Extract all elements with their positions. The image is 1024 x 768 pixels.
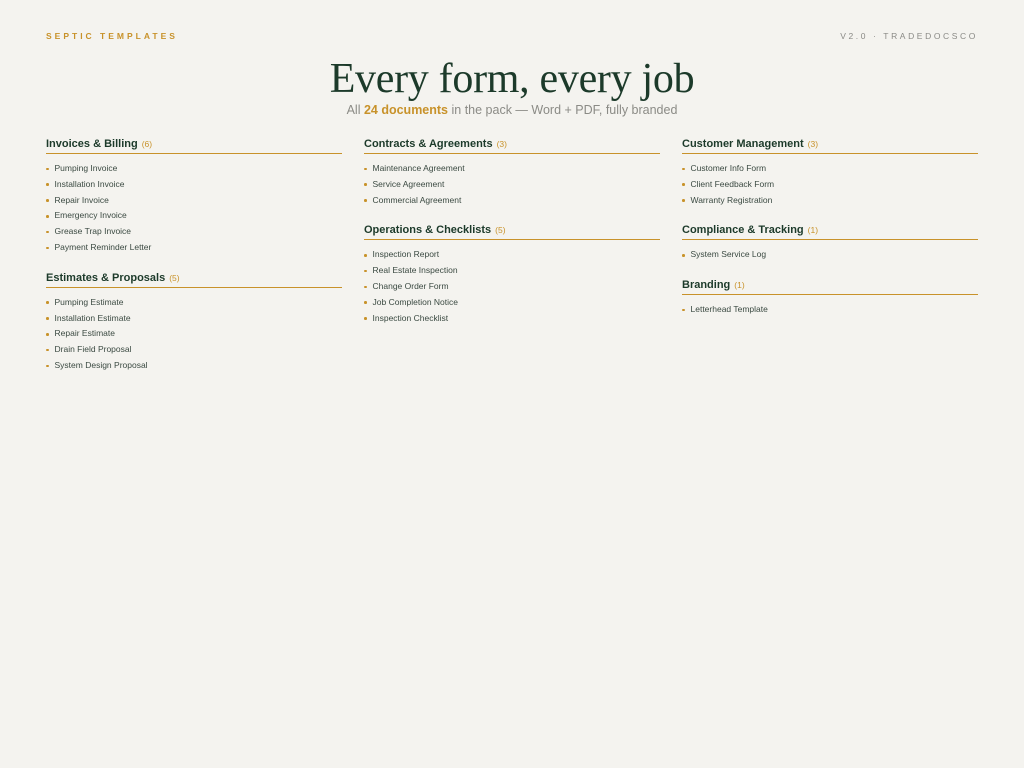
document-item <box>682 193 978 209</box>
category-section <box>364 224 660 326</box>
bullet-dot-icon <box>364 168 367 171</box>
bullet-dot-icon <box>46 231 49 234</box>
version-label: V2.0 · TRADEDOCSCO <box>840 31 978 41</box>
document-list <box>364 161 660 208</box>
section-header <box>364 138 660 154</box>
bullet-dot-icon <box>682 199 685 202</box>
subtitle-suffix: in the pack — Word + PDF, fully branded <box>448 103 678 117</box>
bullet-dot-icon <box>46 183 49 186</box>
section-title: Contracts & Agreements <box>364 138 493 150</box>
section-count: (3) <box>807 139 819 149</box>
section-header <box>682 138 978 154</box>
bullet-dot-icon <box>46 333 49 336</box>
column-1 <box>46 138 342 390</box>
document-item <box>364 193 660 209</box>
category-section <box>682 138 978 208</box>
document-item-label: Client Feedback Form <box>690 178 775 189</box>
column-3 <box>682 138 978 390</box>
document-item <box>46 161 342 177</box>
section-count: (1) <box>807 225 819 236</box>
document-count-highlight: 24 documents <box>363 103 449 117</box>
section-title: Branding <box>682 279 731 292</box>
document-item <box>364 177 660 193</box>
bullet-dot-icon <box>46 247 49 250</box>
document-item-label: Commercial Agreement <box>372 194 462 205</box>
page-subtitle <box>0 102 1024 118</box>
top-bar <box>46 30 978 42</box>
bullet-dot-icon <box>46 349 49 352</box>
document-list <box>682 302 978 318</box>
section-title: Customer Management <box>682 138 804 150</box>
bullet-dot-icon <box>364 301 367 304</box>
bullet-dot-icon <box>46 168 49 171</box>
document-item <box>364 263 660 279</box>
document-list <box>46 295 342 374</box>
category-section <box>46 138 342 256</box>
document-item <box>46 358 342 374</box>
bullet-dot-icon <box>46 365 49 368</box>
section-title: Compliance & Tracking <box>682 224 804 237</box>
document-list <box>682 247 978 263</box>
section-count: (3) <box>496 139 507 149</box>
bullet-dot-icon <box>682 183 685 186</box>
document-item <box>46 224 342 240</box>
bullet-dot-icon <box>46 215 49 218</box>
document-item-label: Installation Estimate <box>54 312 131 323</box>
section-header <box>682 279 978 295</box>
document-item <box>46 208 342 224</box>
bullet-dot-icon <box>46 199 49 202</box>
section-header <box>682 224 978 240</box>
document-item <box>46 311 342 327</box>
section-header <box>46 272 342 288</box>
document-item <box>364 295 660 311</box>
document-list <box>46 161 342 256</box>
category-section <box>682 224 978 263</box>
document-item-label: Maintenance Agreement <box>372 163 465 173</box>
document-item-label: Payment Reminder Letter <box>54 241 152 252</box>
document-item-label: System Service Log <box>690 249 767 260</box>
bullet-dot-icon <box>682 309 685 312</box>
document-item <box>46 326 342 342</box>
bullet-dot-icon <box>364 254 367 257</box>
document-item-label: Real Estate Inspection <box>372 265 458 276</box>
document-item-label: Drain Field Proposal <box>54 344 132 355</box>
bullet-dot-icon <box>46 301 49 304</box>
document-item-label: Repair Invoice <box>54 194 109 205</box>
document-item-label: Pumping Invoice <box>54 163 118 173</box>
bullet-dot-icon <box>682 254 685 257</box>
bullet-dot-icon <box>364 317 367 320</box>
document-item-label: Grease Trap Invoice <box>54 226 132 237</box>
document-list <box>682 161 978 208</box>
document-item-label: Customer Info Form <box>690 163 767 173</box>
bullet-dot-icon <box>682 168 685 171</box>
document-item <box>682 247 978 263</box>
document-item <box>682 302 978 318</box>
document-item <box>364 247 660 263</box>
document-item-label: Pumping Estimate <box>54 296 124 307</box>
document-item-label: Installation Invoice <box>54 178 125 189</box>
document-item-label: Change Order Form <box>372 280 449 291</box>
document-item <box>46 177 342 193</box>
section-count: (5) <box>169 272 180 283</box>
section-count: (1) <box>734 280 745 291</box>
category-columns <box>46 138 978 390</box>
section-title: Invoices & Billing <box>46 138 138 150</box>
document-item-label: Inspection Report <box>372 249 440 260</box>
document-item <box>364 161 660 177</box>
document-item-label: Inspection Checklist <box>372 312 449 323</box>
bullet-dot-icon <box>364 199 367 202</box>
document-item <box>364 311 660 327</box>
document-item <box>46 295 342 311</box>
document-item-label: Job Completion Notice <box>372 296 459 307</box>
section-count: (5) <box>495 225 506 236</box>
bullet-dot-icon <box>364 270 367 273</box>
category-section <box>46 272 342 374</box>
document-item-label: System Design Proposal <box>54 359 148 370</box>
document-list <box>364 247 660 326</box>
section-count: (6) <box>141 139 153 149</box>
category-section <box>682 279 978 318</box>
bullet-dot-icon <box>364 286 367 289</box>
document-item-label: Repair Estimate <box>54 328 115 339</box>
column-2 <box>364 138 660 390</box>
document-item-label: Emergency Invoice <box>54 210 127 221</box>
category-section <box>364 138 660 208</box>
section-header <box>46 138 342 154</box>
document-item <box>46 342 342 358</box>
document-item-label: Service Agreement <box>372 178 445 189</box>
document-item <box>46 240 342 256</box>
hero <box>0 56 1024 118</box>
page-title: Every form, every job <box>329 56 695 102</box>
brand-label: SEPTIC TEMPLATES <box>46 31 178 41</box>
subtitle-prefix: All <box>346 103 364 117</box>
document-item <box>46 193 342 209</box>
section-header <box>364 224 660 240</box>
section-title: Estimates & Proposals <box>46 271 166 284</box>
document-item-label: Letterhead Template <box>690 304 768 315</box>
bullet-dot-icon <box>364 183 367 186</box>
document-item <box>682 161 978 177</box>
document-item-label: Warranty Registration <box>690 194 773 205</box>
bullet-dot-icon <box>46 317 49 320</box>
section-title: Operations & Checklists <box>364 224 492 237</box>
document-item <box>364 279 660 295</box>
document-item <box>682 177 978 193</box>
